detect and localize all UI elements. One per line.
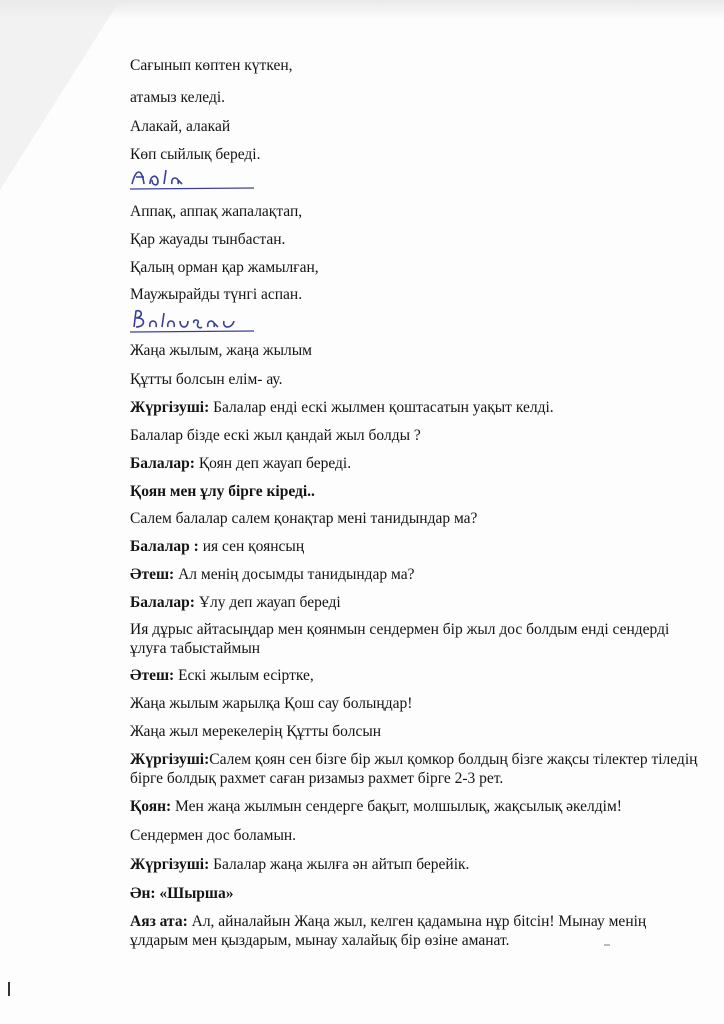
text-line: Жаңа жыл мерекелерің Құтты болсын	[130, 723, 382, 740]
dialogue-text: Мен жаңа жылмын сендерге бақыт, молшылық, жақсылық әкелдім!	[171, 798, 622, 815]
dialogue-line	[130, 666, 314, 685]
dialogue-line	[130, 537, 304, 556]
speaker-label: Жүргізуші:	[130, 399, 210, 416]
text-line: Балалар бізде ескі жыл қандай жыл болды ?	[130, 427, 421, 444]
dialogue-paragraph	[130, 750, 700, 788]
stage-direction: Қоян мен ұлу бірге кіреді..	[130, 483, 315, 500]
text-line: Сендермен дос боламын.	[130, 827, 297, 844]
text-line: Салем балалар салем қонақтар мені танидындар ма?	[130, 510, 478, 527]
text-line: Аппақ, аппақ жапалақтап,	[130, 203, 303, 220]
text-line: Көп сыйлық береді.	[130, 146, 261, 163]
text-line: Сағынып көптен күткен,	[130, 57, 293, 74]
text-line: Жаңа жылым, жаңа жылым	[130, 342, 312, 359]
scan-speck	[604, 944, 610, 946]
dialogue-line	[130, 398, 554, 417]
dialogue-line	[130, 565, 415, 584]
dialogue-text: Қоян деп жауап береді.	[194, 455, 352, 472]
text-line: Маужырайды түнгі аспан.	[130, 286, 303, 303]
handwritten-signature-2	[128, 303, 256, 335]
speaker-label: Балалар:	[130, 594, 195, 611]
speaker-label: Жүргізуші:	[130, 751, 210, 768]
dialogue-line	[130, 855, 469, 874]
dialogue-text: Балалар енді ескі жылмен қоштасатын уақыт келді.	[209, 399, 554, 416]
dialogue-text: Балалар жаңа жылға ән айтып берейік.	[209, 856, 470, 873]
handwritten-signature-1	[128, 162, 256, 194]
speaker-label: Балалар:	[130, 455, 195, 472]
text-line: Қар жауады тынбастан.	[130, 231, 286, 248]
speaker-label: Жүргізуші:	[130, 856, 210, 873]
text-line: Жаңа жылым жарылқа Қош сау болыңдар!	[130, 695, 413, 712]
dialogue-text: Ұлу деп жауап береді	[194, 594, 341, 611]
scan-edge-shadow	[0, 0, 724, 20]
speaker-label: Қоян:	[130, 798, 172, 815]
dialogue-text: Салем қоян сен бізге бір жыл қомкор болдың бізге жақсы тілектер тіледің бірге болдық рахмет саған ризамыз рахмет бірге 2-3 рет.	[130, 751, 698, 787]
speaker-label: Аяз ата:	[130, 913, 188, 930]
text-line: Алакай, алакай	[130, 118, 231, 135]
text-line: атамыз келеді.	[130, 89, 226, 106]
text-paragraph: Ия дұрыс айтасыңдар мен қоянмын сендермен бір жыл дос болдым енді сендерді ұлуға табыстаймын	[130, 621, 670, 657]
speaker-label: Балалар :	[130, 538, 199, 555]
dialogue-line	[130, 454, 351, 473]
text-line: Құтты болсын елім- ау.	[130, 371, 283, 388]
speaker-label: Әтеш:	[130, 667, 175, 684]
dialogue-text: ия сен қоянсың	[198, 538, 305, 555]
dialogue-text: Ал, айналайын Жаңа жыл, келген қадамына нұр біtсін! Мынау менің ұлдарым мен қыздарым, мынау халайық бір өзіне аманат.	[130, 913, 647, 949]
song-title: Ән: «Шырша»	[130, 885, 234, 902]
folded-corner	[0, 0, 120, 190]
dialogue-paragraph	[130, 912, 700, 950]
text-line: Қалың орман қар жамылған,	[130, 259, 319, 276]
dialogue-line	[130, 797, 622, 816]
scan-mark	[8, 982, 10, 996]
dialogue-line	[130, 593, 341, 612]
dialogue-text: Ал менің досымды танидындар ма?	[174, 566, 415, 583]
dialogue-text: Ескі жылым есіртке,	[174, 667, 314, 684]
speaker-label: Әтеш:	[130, 566, 175, 583]
